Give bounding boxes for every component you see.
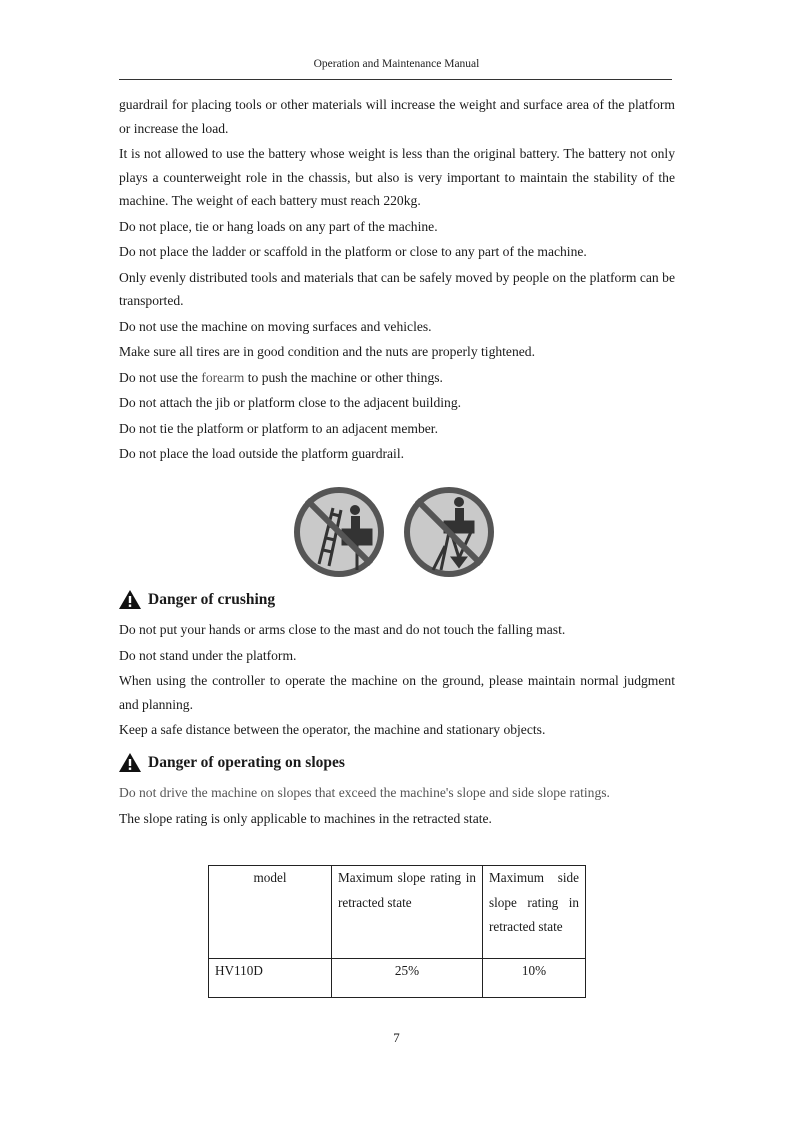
crushing-text bbox=[119, 618, 675, 742]
paragraph: Do not use the machine on moving surfaces and vehicles. bbox=[119, 318, 432, 334]
slopes-text bbox=[119, 781, 675, 830]
table-header-cell: Maximum side slope rating in retracted state bbox=[483, 866, 586, 959]
table-header-row bbox=[209, 866, 586, 959]
table-row bbox=[209, 959, 586, 998]
paragraph: Do not attach the jib or platform close to the adjacent building. bbox=[119, 395, 462, 410]
paragraph bbox=[119, 366, 675, 390]
paragraph: Do not place the load outside the platform guardrail. bbox=[119, 446, 405, 461]
paragraph: When using the controller to operate the machine on the ground, please maintain normal judgment and planning. bbox=[119, 673, 675, 712]
section-heading bbox=[119, 590, 275, 609]
table-header-cell: Maximum slope rating in retracted state bbox=[332, 866, 483, 959]
page-header: Operation and Maintenance Manual bbox=[313, 58, 480, 70]
paragraph: guardrail for placing tools or other materials will increase the weight and surface area of the platform or increase the load. bbox=[119, 97, 675, 136]
paragraph: Do not tie the platform or platform to an adjacent member. bbox=[119, 420, 438, 436]
paragraph: It is not allowed to use the battery whose weight is less than the original battery. The battery not only plays a counterweight role in the chassis, but also is very important to maintain the stability of the machine. The weight of each battery must reach 220kg. bbox=[119, 146, 675, 208]
paragraph: Do not place the ladder or scaffold in the platform or close to any part of the machine. bbox=[119, 244, 587, 259]
header-divider bbox=[119, 79, 672, 80]
table-cell-model: HV110D bbox=[209, 959, 332, 998]
paragraph: Do not place, tie or hang loads on any part of the machine. bbox=[119, 218, 438, 234]
paragraph: Keep a safe distance between the operator, the machine and stationary objects. bbox=[119, 722, 546, 737]
paragraph: The slope rating is only applicable to machines in the retracted state. bbox=[119, 810, 492, 826]
table-header-cell: model bbox=[209, 866, 332, 959]
heading-text: Danger of crushing bbox=[148, 590, 276, 608]
table-cell-slope: 25% bbox=[332, 959, 483, 998]
warning-triangle-icon bbox=[119, 753, 141, 772]
paragraph: Do not drive the machine on slopes that exceed the machine's slope and side slope ratings. bbox=[119, 785, 610, 800]
text-span: to push the machine or other things. bbox=[244, 369, 443, 385]
section-heading bbox=[119, 753, 345, 772]
paragraph: Make sure all tires are in good condition and the nuts are properly tightened. bbox=[119, 344, 535, 359]
slope-rating-table bbox=[208, 865, 586, 998]
highlight-text: forearm bbox=[201, 369, 245, 385]
paragraph: Do not stand under the platform. bbox=[119, 647, 297, 663]
no-hanging-loads-icon bbox=[403, 486, 495, 578]
table-cell-side-slope: 10% bbox=[483, 959, 586, 998]
page-number: 7 bbox=[393, 1030, 400, 1045]
paragraph: Only evenly distributed tools and materials that can be safely moved by people on the platform can be transported. bbox=[119, 269, 675, 308]
no-ladder-on-platform-icon bbox=[293, 486, 385, 578]
section-warnings-text bbox=[119, 93, 675, 466]
heading-text: Danger of operating on slopes bbox=[148, 753, 345, 771]
prohibition-icons bbox=[293, 486, 499, 578]
text-span: Do not use the bbox=[119, 369, 202, 385]
paragraph: Do not put your hands or arms close to the mast and do not touch the falling mast. bbox=[119, 622, 566, 637]
warning-triangle-icon bbox=[119, 590, 141, 609]
